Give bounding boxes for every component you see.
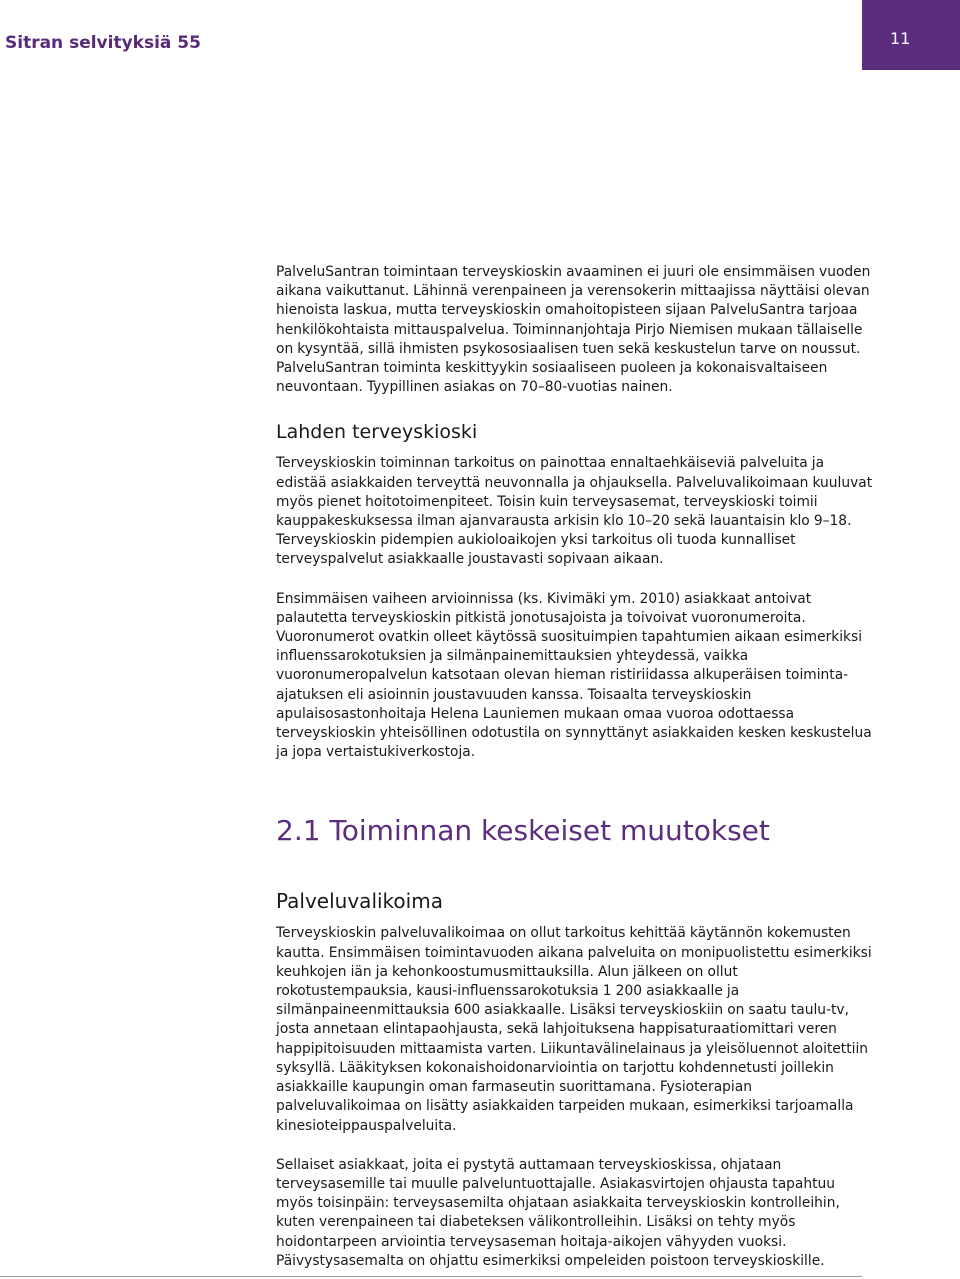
- lahti-paragraph-1: Terveyskioskin toiminnan tarkoitus on painottaa ennaltaehkäiseviä palveluita ja edistää asiakkaiden terveyttä neuvonnalla ja ohjauksella. Palveluvalikoimaan kuuluvat myös pienet hoitotoimenpiteet. Toisin kuin terveysasemat, terveyskioski toimii kauppakeskuksessa ilman ajanvarausta arkisin klo 10–20 sekä lauantaisin klo 9–18. Terveyskioskin pidempien aukioloaikojen yksi tarkoitus oli tuoda kunnalliset terveyspalvelut asiakkaalle joustavasti sopivaan aikaan.: [276, 455, 873, 568]
- section-heading-lahti: Lahden terveyskioski: [276, 421, 478, 444]
- page-number: 11: [890, 29, 911, 48]
- intro-paragraph: PalveluSantran toimintaan terveyskioskin avaaminen ei juuri ole ensimmäisen vuoden aikana vaikuttanut. Lähinnä verenpaineen ja verensokerin mittaajissa näyttäisi olevan hienoista laskua, mutta terveyskioskin omahoitopisteen sijaan PalveluSantra tarjoaa henkilökohtaista mittauspalvelua. Toiminnanjohtaja Pirjo Niemisen mukaan tällaiselle on kysyntää, sillä ihmisten psykososiaalisen tuen sekä keskustelun tarve on noussut. PalveluSantran toiminta keskittyykin sosiaaliseen puoleen ja kokonaisvaltaiseen neuvontaan. Tyypillinen asiakas on 70–80-vuotias nainen.: [276, 264, 871, 396]
- running-header-title: Sitran selvityksiä 55: [5, 33, 201, 53]
- palveluvalikoima-paragraph-2: Sellaiset asiakkaat, joita ei pystytä auttamaan terveyskioskissa, ohjataan terveysasemille tai muulle palveluntuottajalle. Asiakasvirtojen ohjausta tapahtuu myös toisinpäin: terveysasemilta ohjataan asiakkaita terveyskioskin kontrolleihin, kuten verenpaineen tai diabeteksen välikontrolleihin. Lisäksi on tehty myös hoidontarpeen arviointia terveysaseman hoitaja-aikojen vähyyden vuoksi. Päivystysasemalta on ohjattu esimerkiksi ompeleiden poistoon terveyskioskille.: [276, 1156, 840, 1269]
- page-number-tab: [862, 0, 960, 70]
- section-heading-palveluvalikoima: Palveluvalikoima: [276, 889, 443, 914]
- palveluvalikoima-paragraph-1: Terveyskioskin palveluvalikoimaa on ollut tarkoitus kehittää käytännön kokemusten kautta. Ensimmäisen toimintavuoden aikana palveluita on monipuolistettu esimerkiksi keuhkojen iän ja kehonkoostumusmittauksilla. Alun jälkeen on ollut rokotustempauksia, kausi-influenssarokotuksia 1 200 asiakkaalle ja silmänpaineenmittauksia 600 asiakkaalle. Lisäksi terveyskioskiin on saatu taulu-tv, josta annetaan elintapaohjausta, sekä lahjoituksena happisaturaatiomittari veren happipitoisuuden mittaamista varten. Liikuntavälinelainaus ja yleisöluennot aloitettiin syksyllä. Lääkityksen kokonaishoidonarviointia on tarjottu kohdennetusti joillekin asiakkaille kaupungin oman farmaseutin suorittamana. Fysioterapian palveluvalikoimaa on lisätty asiakkaiden tarpeiden mukaan, esimerkiksi tarjoamalla kinesioteippauspalveluita.: [276, 925, 872, 1134]
- bottom-divider: [0, 1276, 862, 1277]
- lahti-paragraph-2: Ensimmäisen vaiheen arvioinnissa (ks. Kivimäki ym. 2010) asiakkaat antoivat palautetta terveyskioskin pitkistä jonotusajoista ja toivoivat vuoronumeroita. Vuoronumerot ovatkin olleet käytössä suosituimpien tapahtumien aikaan esimerkiksi influenssarokotuksien ja silmänpainemittauksien yhteydessä, vaikka vuoronumeropalvelun katsotaan olevan hieman ristiriidassa alkuperäisen toiminta-ajatuksen eli asioinnin joustavuuden kanssa. Toisaalta terveyskioskin apulaisosastonhoitaja Helena Launiemen mukaan omaa vuoroa odottaessa terveyskioskin yhteisöllinen odotustila on synnyttänyt asiakkaiden kesken keskustelua ja jopa vertaistukiverkostoja.: [276, 590, 872, 761]
- chapter-heading: 2.1 Toiminnan keskeiset muutokset: [276, 814, 770, 848]
- main-content: [276, 263, 876, 1271]
